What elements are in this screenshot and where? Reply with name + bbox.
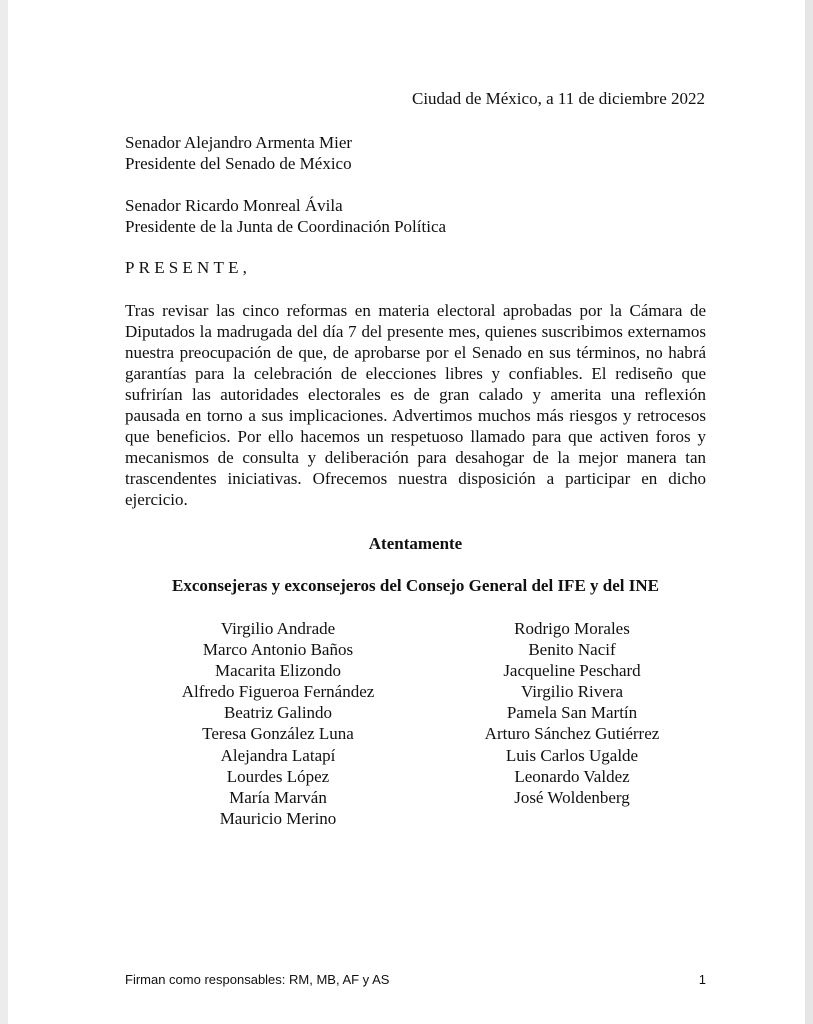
recipient-name: Senador Ricardo Monreal Ávila (125, 196, 343, 215)
recipient-block-2 (125, 195, 446, 237)
recipient-name: Senador Alejandro Armenta Mier (125, 133, 353, 152)
signatory-name: Virgilio Rivera (520, 682, 624, 702)
signatory-group-title: Exconsejeras y exconsejeros del Consejo General del IFE y del INE (172, 576, 659, 595)
recipient-block-1 (125, 132, 352, 174)
signatory-name: Beatriz Galindo (223, 703, 333, 723)
greeting: PRESENTE, (125, 258, 252, 277)
signatory-name: Mauricio Merino (219, 808, 337, 828)
signatory-name: Leonardo Valdez (514, 766, 630, 786)
signatory-name: Teresa González Luna (202, 724, 354, 744)
signatories-left-column (143, 618, 413, 829)
footer-note: Firman como responsables: RM, MB, AF y AS (125, 972, 390, 987)
recipient-title: Presidente del Senado de México (125, 154, 352, 173)
recipient-title: Presidente de la Junta de Coordinación Política (125, 217, 447, 236)
signatory-name: Alfredo Figueroa Fernández (181, 682, 375, 702)
signatory-name: José Woldenberg (514, 787, 630, 807)
signatory-name: Lourdes López (226, 766, 330, 786)
signatory-name: Pamela San Martín (506, 703, 638, 723)
signatory-name: Rodrigo Morales (514, 619, 630, 638)
document-page (8, 0, 805, 1024)
signatory-name: Macarita Elizondo (214, 661, 342, 681)
signatory-name: Luis Carlos Ugalde (505, 745, 639, 765)
letter-body: Tras revisar las cinco reformas en materia electoral aprobadas por la Cámara de Diputados la madrugada del día 7 del presente mes, quienes suscribimos externamos nuestra preocupación de que, de aprobarse por el Senado en sus términos, no habrá garantías para la celebración de elecciones libres y confiables. El rediseño que sufrirían las autoridades electorales es de gran calado y amerita una reflexión pausada en torno a sus implicaciones. Advertimos muchos más riesgos y retrocesos que beneficios. Por ello hacemos un respetuoso llamado para que activen foros y mecanismos de consulta y deliberación para desahogar de la mejor manera tan trascendentes iniciativas. Ofrecemos nuestra disposición a participar en dicho ejercicio. (125, 301, 706, 509)
signatories-right-column (456, 618, 688, 808)
closing: Atentamente (368, 534, 463, 553)
signatory-name: Alejandra Latapí (220, 745, 336, 765)
signatory-name: Benito Nacif (528, 640, 616, 660)
signatory-name: María Marván (229, 787, 327, 807)
signatory-name: Marco Antonio Baños (202, 640, 354, 660)
letter-date: Ciudad de México, a 11 de diciembre 2022 (411, 89, 705, 108)
page-number: 1 (698, 972, 706, 987)
signatory-name: Jacqueline Peschard (503, 661, 641, 681)
signatory-name: Arturo Sánchez Gutiérrez (484, 724, 660, 744)
page-edge (805, 0, 813, 1024)
signatory-name: Virgilio Andrade (220, 619, 336, 638)
